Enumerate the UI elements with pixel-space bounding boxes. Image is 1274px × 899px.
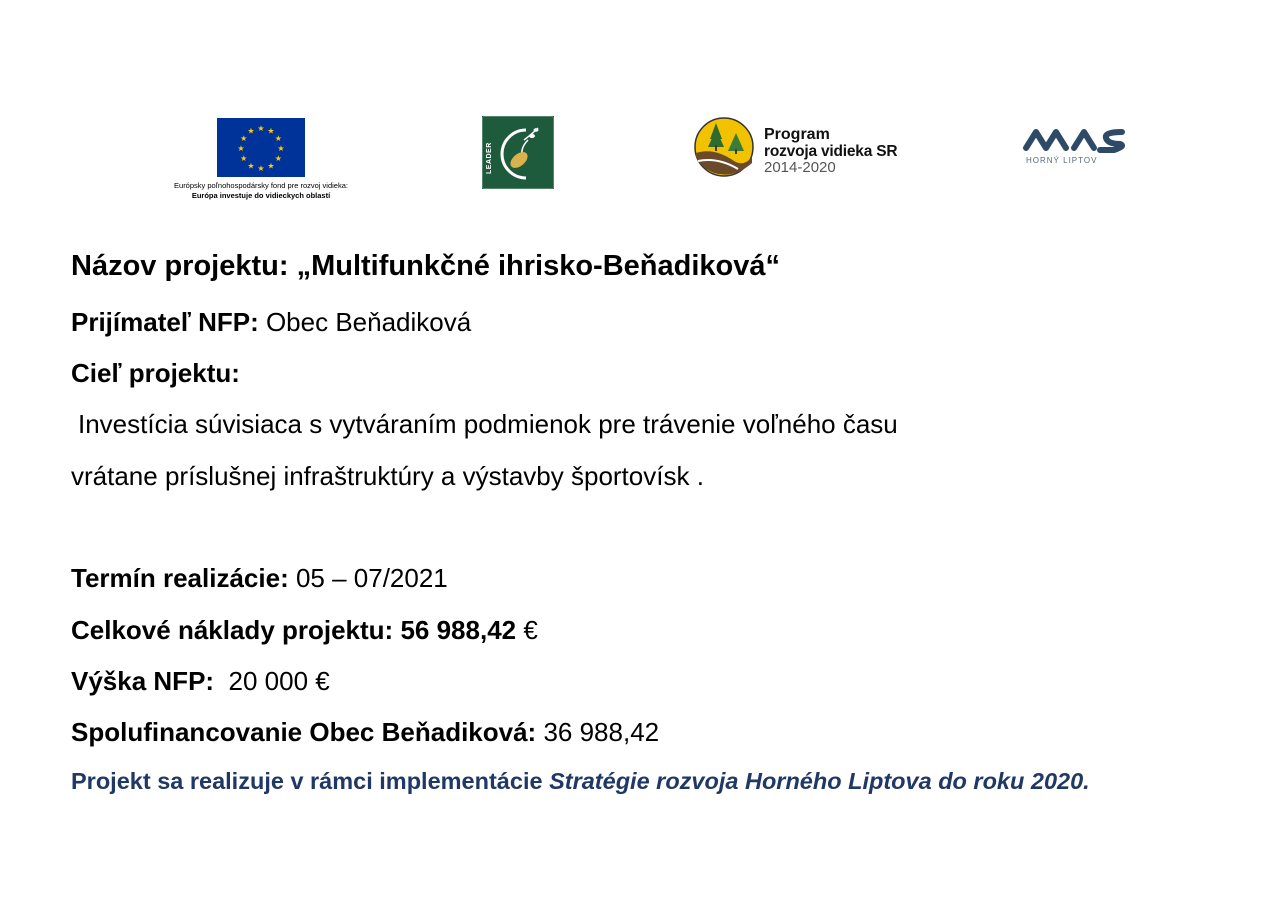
term-label: Termín realizácie: <box>71 563 289 593</box>
recipient-label: Prijímateľ NFP: <box>71 307 259 337</box>
svg-text:★: ★ <box>257 164 265 173</box>
eu-flag-icon <box>217 118 305 177</box>
prv-logo-line2: rozvoja vidieka SR <box>764 143 898 160</box>
eu-caption-line2: Európa investuje do vidieckych oblastí <box>191 191 331 200</box>
costs-row <box>71 615 538 646</box>
implementation-text: Projekt sa realizuje v rámci implementácie <box>71 768 550 794</box>
recipient-row <box>71 307 471 338</box>
eu-caption-line1: Európsky poľnohospodársky fond pre rozvoj vidieka: <box>174 181 348 190</box>
svg-text:★: ★ <box>267 161 275 171</box>
costs-currency: € <box>516 615 538 645</box>
implementation-note <box>71 768 1090 795</box>
nfp-value: 20 000 € <box>214 666 330 696</box>
svg-text:★: ★ <box>274 134 282 143</box>
svg-text:★: ★ <box>277 144 285 153</box>
svg-text:★: ★ <box>240 134 248 143</box>
mas-logo-icon <box>1022 124 1132 156</box>
svg-text:★: ★ <box>247 126 255 136</box>
prv-logo <box>694 117 934 179</box>
recipient-value: Obec Beňadiková <box>258 307 472 337</box>
goal-text-line2: vrátane príslušnej infraštruktúry a výstavby športovísk . <box>71 461 704 491</box>
cofin-label: Spolufinancovanie Obec Beňadiková: <box>71 717 537 747</box>
prv-logo-line3: 2014-2020 <box>764 159 836 176</box>
svg-text:★: ★ <box>274 154 282 163</box>
svg-text:★: ★ <box>257 124 265 133</box>
project-title: Názov projektu: „Multifunkčné ihrisko-Beňadiková“ <box>71 250 780 282</box>
strategy-name: Stratégie rozvoja Horného Liptova do roku 2020. <box>549 768 1090 794</box>
goal-text-line1: Investícia súvisiaca s vytváraním podmienok pre trávenie voľného času <box>78 409 898 439</box>
nfp-row <box>71 666 330 697</box>
term-value: 05 – 07/2021 <box>288 563 448 593</box>
costs-label: Celkové náklady projektu: <box>71 615 394 645</box>
eu-logo <box>146 118 376 201</box>
prv-logo-icon <box>694 117 756 179</box>
goal-label: Cieľ projektu: <box>71 358 240 388</box>
svg-text:★: ★ <box>237 144 245 153</box>
cofin-row <box>71 717 659 748</box>
costs-value: 56 988,42 <box>393 615 517 645</box>
prv-logo-line1: Program <box>764 126 830 143</box>
mas-logo <box>1022 124 1132 174</box>
nfp-label: Výška NFP: <box>71 666 215 696</box>
leader-logo <box>482 116 554 189</box>
cofin-value: 36 988,42 <box>536 717 660 747</box>
svg-text:★: ★ <box>247 161 255 171</box>
term-row <box>71 563 448 594</box>
mas-logo-caption: HORNÝ LIPTOV <box>1026 156 1098 165</box>
svg-text:★: ★ <box>240 154 248 163</box>
leader-logo-text: LEADER <box>486 142 493 174</box>
svg-text:★: ★ <box>267 126 275 136</box>
